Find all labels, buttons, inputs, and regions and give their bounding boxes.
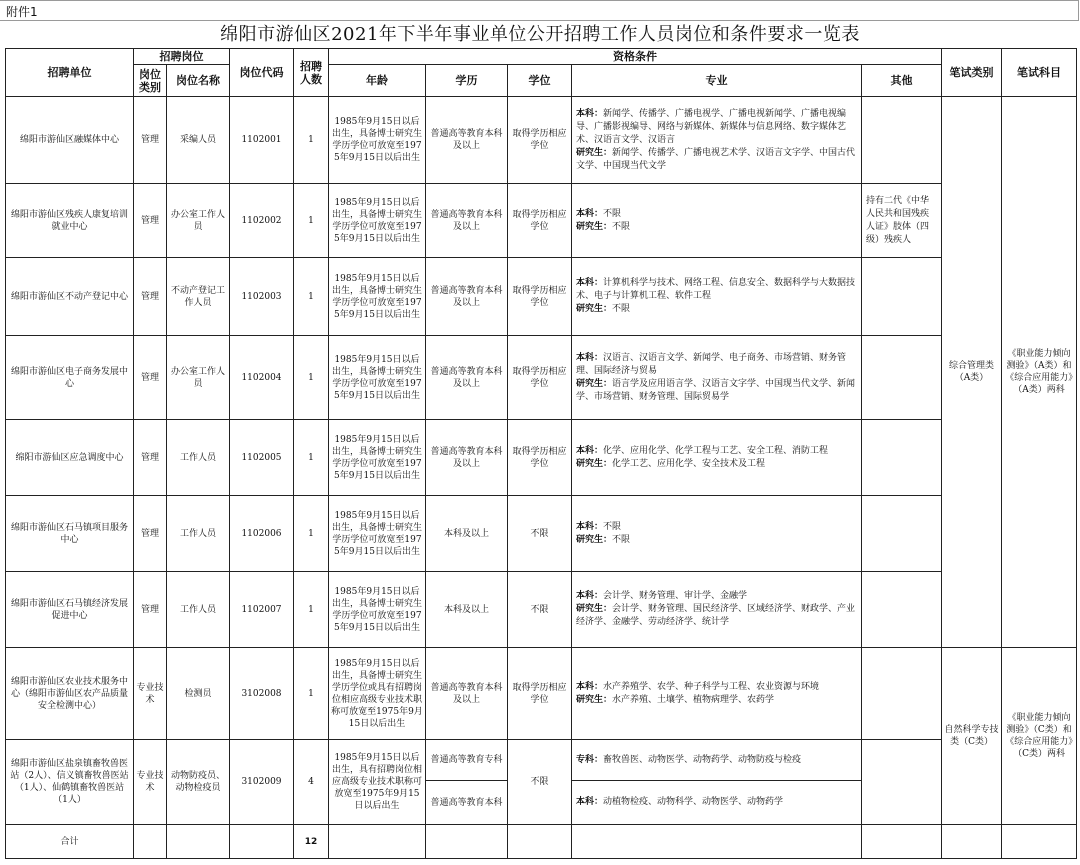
age-cell: 1985年9月15日以后出生，具备博士研究生学历学位可放宽至1975年9月15日以后出生 <box>329 184 426 258</box>
yjs-text: 水产养殖、土壤学、植物病理学、农药学 <box>612 694 775 705</box>
other-cell <box>862 740 942 825</box>
major-cell <box>572 496 862 572</box>
header-post-type: 岗位类别 <box>134 65 167 97</box>
count-cell: 1 <box>294 97 329 184</box>
major-cell <box>572 781 862 825</box>
unit-cell: 绵阳市游仙区应急调度中心 <box>6 420 134 496</box>
table-row <box>6 258 1077 336</box>
yjs-text: 不限 <box>612 221 631 232</box>
major-cell <box>572 740 862 781</box>
count-cell: 4 <box>294 740 329 825</box>
zhuanke-label: 专科： <box>576 754 604 765</box>
type-cell: 管理 <box>134 184 167 258</box>
count-cell: 1 <box>294 496 329 572</box>
edu-cell: 普通高等教育本科及以上 <box>426 336 508 420</box>
table-row <box>6 184 1077 258</box>
type-cell: 管理 <box>134 97 167 184</box>
benke-text: 计算机科学与技术、网络工程、信息安全、数据科学与大数据技术、电子与计算机工程、软件工程 <box>576 278 856 301</box>
benke-text: 新闻学、传播学、广播电视学、广播电视新闻学、广播电视编导、广播影视编导、网络与新媒体、新媒体与信息网络、数字媒体艺术、汉语言文学、汉语言 <box>576 108 847 145</box>
exam-subject-a: 《职业能力倾向测验》（A类）和《综合应用能力》（A类）两科 <box>1002 97 1077 648</box>
yjs-label: 研究生： <box>576 221 613 232</box>
header-other: 其他 <box>862 65 942 97</box>
benke-label: 本科： <box>576 681 604 692</box>
exam-type-a: 综合管理类（A类） <box>942 97 1002 648</box>
type-cell: 专业技术 <box>134 740 167 825</box>
major-cell <box>572 184 862 258</box>
degree-cell: 取得学历相应学位 <box>508 648 572 740</box>
major-cell <box>572 97 862 184</box>
unit-cell: 绵阳市游仙区电子商务发展中心 <box>6 336 134 420</box>
edu-cell: 普通高等教育本科及以上 <box>426 420 508 496</box>
other-cell <box>862 420 942 496</box>
attachment-label: 附件1 <box>6 5 38 19</box>
yjs-label: 研究生： <box>576 534 613 545</box>
benke-label: 本科： <box>576 208 604 219</box>
yjs-label: 研究生： <box>576 694 613 705</box>
benke-text: 不限 <box>603 208 622 219</box>
age-cell: 1985年9月15日以后出生，具备博士研究生学历学位可放宽至1975年9月15日以后出生 <box>329 258 426 336</box>
benke-label: 本科： <box>576 445 604 456</box>
header-post-group: 招聘岗位 <box>134 49 230 65</box>
yjs-label: 研究生： <box>576 458 613 469</box>
header-count: 招聘人数 <box>294 49 329 97</box>
yjs-label: 研究生： <box>576 604 613 614</box>
type-cell: 管理 <box>134 572 167 648</box>
other-cell <box>862 97 942 184</box>
exam-subject-c: 《职业能力倾向测验》（C类）和《综合应用能力》（C类）两科 <box>1002 648 1077 825</box>
benke-text: 动植物检疫、动物科学、动物医学、动物药学 <box>603 797 784 807</box>
code-cell: 1102007 <box>230 572 294 648</box>
major-cell <box>572 420 862 496</box>
total-count: 12 <box>294 825 329 859</box>
yjs-label: 研究生： <box>576 304 613 314</box>
attachment-bar <box>0 0 1079 21</box>
name-cell: 办公室工作人员 <box>167 336 230 420</box>
yjs-text: 语言学及应用语言学、汉语言文字学、中国现当代文学、新闻学、市场营销、财务管理、国际贸易学 <box>576 378 856 402</box>
header-exam-subject: 笔试科目 <box>1002 49 1077 97</box>
type-cell: 管理 <box>134 336 167 420</box>
other-cell <box>862 648 942 740</box>
edu-cell: 本科及以上 <box>426 572 508 648</box>
table-row <box>6 572 1077 648</box>
header-unit: 招聘单位 <box>6 49 134 97</box>
age-cell: 1985年9月15日以后出生，具备博士研究生学历学位可放宽至1975年9月15日以后出生 <box>329 336 426 420</box>
other-cell: 持有二代《中华人民共和国残疾人证》肢体（四级）残疾人 <box>862 184 942 258</box>
type-cell: 管理 <box>134 258 167 336</box>
name-cell: 工作人员 <box>167 420 230 496</box>
degree-cell: 取得学历相应学位 <box>508 420 572 496</box>
major-cell <box>572 648 862 740</box>
benke-text: 不限 <box>603 521 622 532</box>
yjs-text: 化学工艺、应用化学、安全技术及工程 <box>612 458 766 469</box>
edu-cell: 普通高等教育本科及以上 <box>426 648 508 740</box>
code-cell: 1102001 <box>230 97 294 184</box>
yjs-text: 不限 <box>612 304 631 314</box>
unit-cell: 绵阳市游仙区融媒体中心 <box>6 97 134 184</box>
code-cell: 3102009 <box>230 740 294 825</box>
other-cell <box>862 572 942 648</box>
unit-cell: 绵阳市游仙区残疾人康复培训就业中心 <box>6 184 134 258</box>
benke-text: 汉语言、汉语言文学、新闻学、电子商务、市场营销、财务管理、国际经济与贸易 <box>576 352 847 376</box>
benke-label: 本科： <box>576 278 604 288</box>
edu-cell: 普通高等教育本科及以上 <box>426 184 508 258</box>
benke-text: 化学、应用化学、化学工程与工艺、安全工程、消防工程 <box>603 445 829 456</box>
edu-cell: 本科及以上 <box>426 496 508 572</box>
benke-text: 会计学、财务管理、审计学、金融学 <box>603 591 748 601</box>
header-age: 年龄 <box>329 65 426 97</box>
edu-cell: 普通高等教育本科及以上 <box>426 258 508 336</box>
yjs-text: 不限 <box>612 534 631 545</box>
age-cell: 1985年9月15日以后出生，具有招聘岗位相应高级专业技术职称可放宽至1975年9月15日以后出生 <box>329 740 426 825</box>
edu-cell: 普通高等教育本科及以上 <box>426 97 508 184</box>
major-cell <box>572 336 862 420</box>
name-cell: 工作人员 <box>167 572 230 648</box>
yjs-text: 会计学、财务管理、国民经济学、区域经济学、财政学、产业经济学、金融学、劳动经济学、统计学 <box>576 604 856 627</box>
header-education: 学历 <box>426 65 508 97</box>
name-cell: 动物防疫员、动物检疫员 <box>167 740 230 825</box>
degree-cell: 取得学历相应学位 <box>508 97 572 184</box>
yjs-label: 研究生： <box>576 378 613 389</box>
recruitment-table <box>5 48 1077 859</box>
name-cell: 采编人员 <box>167 97 230 184</box>
page-title: 绵阳市游仙区2021年下半年事业单位公开招聘工作人员岗位和条件要求一览表 <box>220 24 860 45</box>
table-row <box>6 420 1077 496</box>
code-cell: 1102002 <box>230 184 294 258</box>
code-cell: 1102005 <box>230 420 294 496</box>
age-cell: 1985年9月15日以后出生，具备博士研究生学历学位可放宽至1975年9月15日以后出生 <box>329 572 426 648</box>
degree-cell: 不限 <box>508 572 572 648</box>
code-cell: 1102004 <box>230 336 294 420</box>
header-qualifications: 资格条件 <box>329 49 942 65</box>
other-cell <box>862 496 942 572</box>
count-cell: 1 <box>294 258 329 336</box>
total-label: 合计 <box>6 825 134 859</box>
age-cell: 1985年9月15日以后出生，具备博士研究生学历学位可放宽至1975年9月15日以后出生 <box>329 97 426 184</box>
type-cell: 管理 <box>134 420 167 496</box>
table-row <box>6 496 1077 572</box>
header-post-code: 岗位代码 <box>230 49 294 97</box>
unit-cell: 绵阳市游仙区盐泉镇畜牧兽医站（2人）、信义镇畜牧兽医站（1人）、仙鹤镇畜牧兽医站（1人） <box>6 740 134 825</box>
name-cell: 不动产登记工作人员 <box>167 258 230 336</box>
benke-text: 水产养殖学、农学、种子科学与工程、农业资源与环境 <box>603 681 820 692</box>
name-cell: 工作人员 <box>167 496 230 572</box>
count-cell: 1 <box>294 184 329 258</box>
code-cell: 1102006 <box>230 496 294 572</box>
table-row <box>6 97 1077 184</box>
degree-cell: 不限 <box>508 740 572 825</box>
yjs-text: 新闻学、传播学、广播电视艺术学、汉语言文字学、中国古代文学、中国现当代文学 <box>576 147 856 171</box>
unit-cell: 绵阳市游仙区石马镇项目服务中心 <box>6 496 134 572</box>
count-cell: 1 <box>294 572 329 648</box>
major-cell <box>572 572 862 648</box>
edu-cell: 普通高等教育本科 <box>426 781 508 825</box>
total-row <box>6 825 1077 859</box>
header-major: 专业 <box>572 65 862 97</box>
count-cell: 1 <box>294 336 329 420</box>
degree-cell: 取得学历相应学位 <box>508 184 572 258</box>
type-cell: 管理 <box>134 496 167 572</box>
benke-label: 本科： <box>576 108 604 119</box>
degree-cell: 取得学历相应学位 <box>508 258 572 336</box>
table-row <box>6 336 1077 420</box>
name-cell: 办公室工作人员 <box>167 184 230 258</box>
type-cell: 专业技术 <box>134 648 167 740</box>
unit-cell: 绵阳市游仙区石马镇经济发展促进中心 <box>6 572 134 648</box>
edu-cell: 普通高等教育专科 <box>426 740 508 781</box>
header-exam-type: 笔试类别 <box>942 49 1002 97</box>
unit-cell: 绵阳市游仙区农业技术服务中心（绵阳市游仙区农产品质量安全检测中心） <box>6 648 134 740</box>
unit-cell: 绵阳市游仙区不动产登记中心 <box>6 258 134 336</box>
header-degree: 学位 <box>508 65 572 97</box>
exam-type-c: 自然科学专技类（C类） <box>942 648 1002 825</box>
code-cell: 1102003 <box>230 258 294 336</box>
table-row <box>6 740 1077 781</box>
benke-label: 本科： <box>576 591 604 601</box>
code-cell: 3102008 <box>230 648 294 740</box>
benke-label: 本科： <box>576 521 604 532</box>
table-row <box>6 648 1077 740</box>
count-cell: 1 <box>294 648 329 740</box>
count-cell: 1 <box>294 420 329 496</box>
age-cell: 1985年9月15日以后出生，具备博士研究生学历学位可放宽至1975年9月15日以后出生 <box>329 496 426 572</box>
major-cell <box>572 258 862 336</box>
yjs-label: 研究生： <box>576 147 613 158</box>
header-post-name: 岗位名称 <box>167 65 230 97</box>
age-cell: 1985年9月15日以后出生，具备博士研究生学历学位或具有招聘岗位相应高级专业技术职称可放宽至1975年9月15日以后出生 <box>329 648 426 740</box>
other-cell <box>862 336 942 420</box>
benke-label: 本科： <box>576 352 604 363</box>
degree-cell: 取得学历相应学位 <box>508 336 572 420</box>
degree-cell: 不限 <box>508 496 572 572</box>
other-cell <box>862 258 942 336</box>
name-cell: 检测员 <box>167 648 230 740</box>
age-cell: 1985年9月15日以后出生，具备博士研究生学历学位可放宽至1975年9月15日以后出生 <box>329 420 426 496</box>
benke-label: 本科： <box>576 797 604 807</box>
zhuanke-text: 畜牧兽医、动物医学、动物药学、动物防疫与检疫 <box>603 754 802 765</box>
